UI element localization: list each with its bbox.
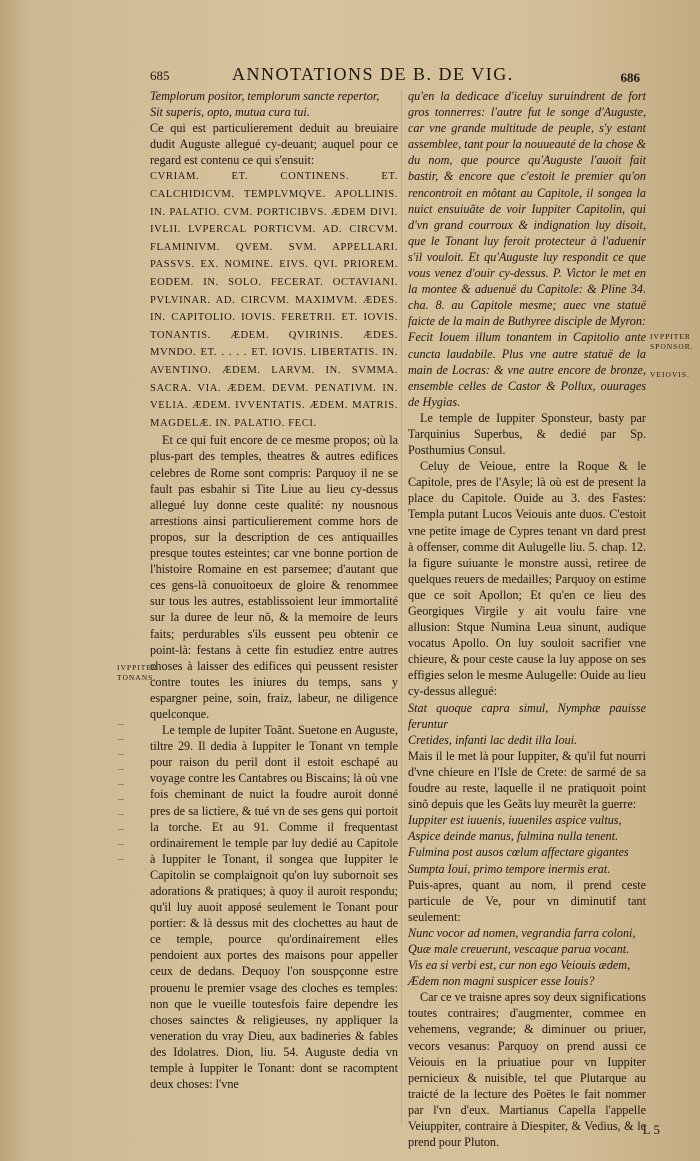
verse-line: Sumpta Ioui, primo tempore inermis erat. [408, 861, 611, 876]
paragraph: Et ce qui fuit encore de ce mesme propos; où la plus-part des temples, theatres & autres edifices celebres de Rome sont compris: Parquoy il ne se fault pas esbahir si Tite Liue au lieu cy-dessus allegué luy donne ceste qualité: ny nousnous arrestions ainsi particulierement comme hors de propos, sur la description de ces antiquailles presque toutes esteintes; car vne bonne portion de l'histoire Romaine en est parsemee; d'autant que ces gens-là conuoitoeux de gloire & renommee sur tous les autres, establissoient leur immortalité sur la duree de leur nõ, & la memoire de leurs faits; perdurables s'ils eussent peu obtenir ce point-là: festans à cette fin estudiez entre autres choses à laisser des edifices qui peussent resister contre toutes les iniures du temps, sans y espargner peine, soin, fraiz, labeur, ne diligence quelconque. [150, 433, 398, 721]
page-header [150, 64, 660, 88]
paragraph: Ce qui est particulierement deduit au breuiaire dudit Auguste allegué cy-deuant; auquel pour ce regard est contenu ce qui s'ensuit: [150, 121, 398, 168]
verse-line: Ædem non magni suspicer esse Iouis? [408, 974, 595, 989]
catchword: L 5 [642, 1122, 660, 1137]
verse-line: Iuppiter est iuuenis, iuueniles aspice vultus, [408, 813, 622, 828]
page-number-right: 686 [620, 70, 640, 85]
paragraph: Puis-apres, quant au nom, il prend ceste particule de Ve, pour vn diminutif tant seulement: [408, 877, 646, 924]
paragraph: Celuy de Veioue, entre la Roque & le Capitole, pres de l'Asyle; là où est de present la place du Capitole. Ouide au 3. des Fastes: Templa putant Lucos Veiouis ante duos. C'estoit vne petite image de Cypres tenant vn dard prest à offenser, comme dit Aulugelle liu. 5. chap. 12. la figure suiuante le monstre aussi, retiree de quelques reuers de medailles; Parquoy on estime que ce soit Apollon; Et qu'en ce lieu des Georgiques Virgile y ait voulu faire vne allusion: Stque Numina Leua sinunt, audique vocatus Apollo. On luy souloit sacrifier vne chieure, & pour ceste cause la luy appose on ses effigies selon le mesme Aulugelle: Ouide au lieu cy-dessus allegué: [408, 459, 646, 699]
verse-line: Vis ea si verbi est, cur non ego Veiouis ædem, [408, 958, 631, 973]
page-number-left: 685 [150, 68, 170, 83]
verse-line: Sit superis, opto, mutua cura tui. [150, 105, 310, 120]
verse-line: Fulmina post ausos cœlum affectare gigantes [408, 845, 629, 860]
paragraph: Car ce ve traisne apres soy deux significations toutes contraires; d'augmenter, commee en vehemens, vegrande; & diminuer ou priuer, vecors vesanus: Parquoy on prend aussi ce Veiouis en la priuatiue pour vn Iuppiter pernicieux & nuisible, tel que Plutarque au traicté de la lecture des Poëtes le fait nommer par l'vn d'eux. Martianus Capella l'appelle Veiuppiter, contraire à Diespiter, & Vedius, & le prend pour Pluton. [408, 990, 646, 1150]
margin-note-iuppiter-sponsor: IVPPITER SPONSOR. [650, 332, 694, 351]
paragraph: Le temple de Iupiter Toãnt. Suetone en Auguste, tiltre 29. Il dedia à Iuppiter le Tonant vn temple pour raison du peril dont il estoit eschapé au voyage contre les Cantabres ou Biscains; là où vne fois cheminant de nuict la foudre auroit donné pres de sa lictiere, & tué vn de ses gens qui portoit la torche. Et au 91. Comme il frequentast ordinairement le temple par luy dedié au Capitole à Iuppiter le Tonant, il songea que Iuppiter le Capitolin se complaignoit qu'on luy subornoit ses adorations & pratiques; à quoy il auroit respondu; qu'il luy auoit apposé seulement le Tonant pour portier: & là dessus mit des clochettes au haut de ce temple, pource qu'ordinairement elles pendoient aux portes des maisons pour appeller ceux de dedans. Dequoy l'on souspçonne estre prouenu le premier vsage des cloches es temples: non que le vueille toutesfois faire dependre les choses sainctes & religieuses, ny appliquer la veneration du vray Dieu, aux badineries & fables des Idolatres. Dion, liu. 54. Auguste dedia vn temple à Iuppiter le Tonant: dont se racomptent deux choses: l'vne [150, 723, 398, 1092]
margin-marks [118, 710, 132, 1010]
paragraph: Le temple de Iuppiter Sponsteur, basty par Tarquinius Superbus, & dedié par Sp. Posthumius Consul. [408, 410, 646, 458]
running-title: ANNOTATIONS DE B. DE VIG. [232, 64, 514, 84]
margin-note-iuppiter-tonans: IVPPITER TONANS. [117, 663, 158, 682]
verse-line: Stat quoque capra simul, Nymphæ pauisse feruntur [408, 700, 646, 731]
paragraph: qu'en la dedicace d'iceluy suruindrent de fort gros tonnerres: l'autre fut le songe d'Auguste, car vne grande multitude de peuple, s'y estant assemblee, tant pour la nouueauté de la chose & du nom, que pource qu'Auguste l'auoit fait bastir, & encore que c'estoit le premier qu'on rencontroit en môtant au Capitole, il songea la nuict ensuiuãte de voir Iuppiter Capitolin, qui d'vn grand courroux & indignation luy disoit, que le Tonant luy feroit protecteur à l'aduenir s'il vouloit. Et qu'Auguste luy respondit ce que vous venez d'ouir cy-dessus. P. Victor le met en la montee & aduenuë du Capitole: & Pline 34. cha. 8. au Capitole mesme; auec vne statuë faicte de la main de Buthyree disciple de Myron: Fecit Iouem illum tonantem in Capitolio ante cuncta laudabile. Plus vne autre statuë de la main de Locras: & vne autre encore de bronze, ensemble celles de Castor & Pollux, ouurages de Hygias. [408, 89, 646, 409]
verse-line: Nunc vocor ad nomen, vegrandia farra coloni, [408, 925, 636, 940]
paragraph: Mais il le met là pour Iuppiter, & qu'il fut nourri d'vne chieure en l'Isle de Crete: de sarmé de sa foudre au reste, laquelle il ne pratiquoit point sinõ depuis que les Geãts luy meurẽt la guerre: [408, 748, 646, 812]
right-column [408, 88, 646, 1150]
latin-inscription: CVRIAM. ET. CONTINENS. ET. CALCHIDICVM. TEMPLVMQVE. APOLLINIS. IN. PALATIO. CVM. PORTICIBVS. ÆDEM DIVI. IVLII. LVPERCAL PORTICVM. AD. CIRCVM. FLAMINIVM. QVEM. SVM. APPELLARI. PASSVS. EX. NOMINE. EIVS. QVI. PRIOREM. EODEM. IN. SOLO. FECERAT. OCTAVIANI. PVLVINAR. AD. CIRCVM. MAXIMVM. ÆDES. IN. CAPITOLIO. IOVIS. FERETRII. ET. IOVIS. TONANTIS. ÆDEM. QVIRINIS. ÆDES. MVNDO. ET. . . . . ET. IOVIS. LIBERTATIS. IN. AVENTINO. ÆDEM. LARVM. IN. SVMMA. SACRA. VIA. ÆDEM. DEVM. PENATIVM. IN. VELIA. ÆDEM. IVVENTATIS. ÆDEM. MATRIS. MAGDELÆ. IN. PALATIO. FECI. [150, 171, 398, 429]
margin-note-veiouis: VEIOVIS. [650, 370, 690, 379]
verse-line: Cretides, infanti lac dedit illa Ioui. [408, 732, 578, 747]
verse-line: Templorum positor, templorum sancte repertor, [150, 89, 380, 103]
column-divider [401, 90, 402, 1125]
verse-line: Aspice deinde manus, fulmina nulla tenent. [408, 829, 619, 844]
verse-line: Quæ male creuerunt, vescaque parua vocant. [408, 941, 630, 956]
left-column [150, 88, 398, 1092]
